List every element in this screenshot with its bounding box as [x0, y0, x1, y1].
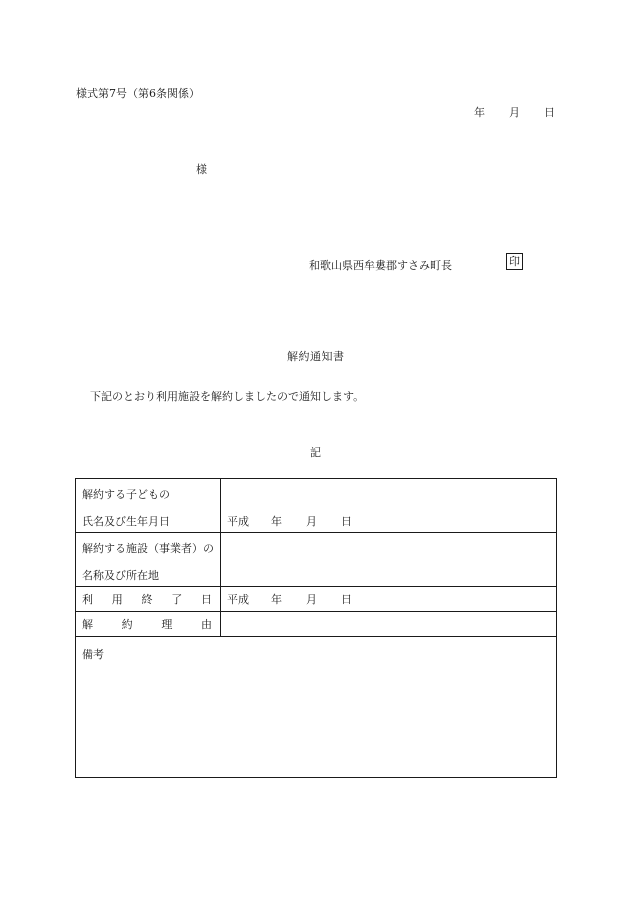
- child-day-label: 日: [341, 515, 352, 528]
- end-day-label: 日: [341, 593, 352, 606]
- reason-label-char: 理: [161, 618, 173, 631]
- notes-label: 備考: [82, 648, 104, 661]
- facility-label-line1: 解約する施設（事業者）の: [82, 542, 214, 555]
- issue-date: [474, 104, 555, 120]
- end-era: 平成: [227, 593, 249, 606]
- end-date: [227, 593, 352, 606]
- date-year-label: 年: [474, 106, 485, 119]
- facility-label-line2: 名称及び所在地: [82, 569, 159, 582]
- end-date-label-char: 了: [171, 593, 183, 606]
- child-label-line1: 解約する子どもの: [82, 488, 170, 501]
- end-date-label-char: 終: [141, 593, 153, 606]
- reason-value-cell[interactable]: [221, 612, 557, 637]
- child-month-label: 月: [306, 515, 317, 528]
- table-row-reason: [76, 612, 557, 637]
- end-date-label-char: 利: [82, 593, 93, 606]
- table-row-child: [76, 479, 557, 533]
- end-date-value-cell[interactable]: [221, 587, 557, 612]
- ki-heading: 記: [310, 446, 321, 459]
- facility-label-cell: [76, 533, 221, 587]
- notes-cell[interactable]: [76, 637, 557, 778]
- table-row-facility: [76, 533, 557, 587]
- reason-label-cell: [76, 612, 221, 637]
- date-month-label: 月: [509, 106, 520, 119]
- child-era: 平成: [227, 515, 249, 528]
- child-label-line2: 氏名及び生年月日: [82, 515, 170, 528]
- child-value-cell[interactable]: [221, 479, 557, 533]
- body-text: 下記のとおり利用施設を解約しましたので通知します。: [90, 390, 365, 403]
- issuer-name: 和歌山県西牟婁郡すさみ町長: [309, 259, 452, 272]
- addressee-suffix: 様: [196, 163, 207, 176]
- reason-label-char: 約: [121, 618, 133, 631]
- child-label-cell: [76, 479, 221, 533]
- form-table: [75, 478, 557, 778]
- end-month-label: 月: [306, 593, 317, 606]
- end-date-label-char: 用: [111, 593, 123, 606]
- date-day-label: 日: [544, 106, 555, 119]
- seal-mark: 印: [506, 253, 523, 270]
- end-date-label-char: 日: [201, 593, 212, 606]
- end-date-label-cell: [76, 587, 221, 612]
- table-row-end-date: [76, 587, 557, 612]
- reason-label-char: 由: [200, 618, 212, 631]
- end-year-label: 年: [271, 593, 282, 606]
- reason-label: [82, 616, 212, 632]
- reason-label-char: 解: [82, 618, 93, 631]
- facility-value-cell[interactable]: [221, 533, 557, 587]
- child-birthdate: [227, 513, 352, 529]
- document-title: 解約通知書: [287, 350, 345, 363]
- form-number: 様式第7号（第6条関係）: [76, 87, 200, 100]
- table-row-notes: [76, 637, 557, 778]
- child-year-label: 年: [271, 515, 282, 528]
- end-date-label: [82, 591, 212, 607]
